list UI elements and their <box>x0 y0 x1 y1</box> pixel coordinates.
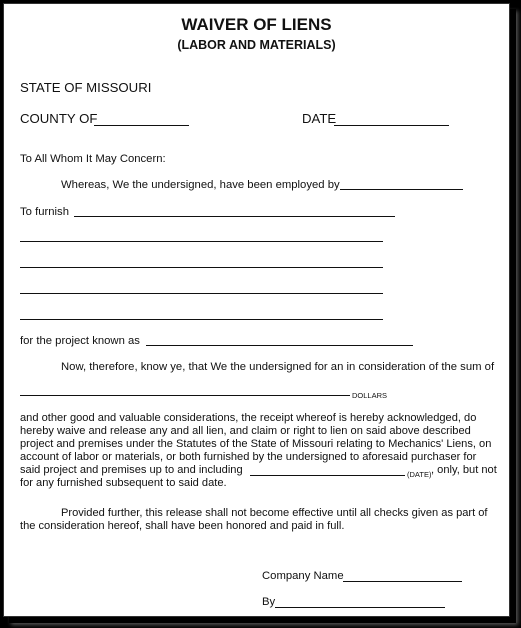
date-hint: (DATE) <box>407 470 432 479</box>
body-line-1: and other good and valuable considerations, the receipt whereof is hereby acknowledged, do <box>20 412 477 424</box>
to-furnish-label: To furnish <box>20 206 69 218</box>
state-line: STATE OF MISSOURI <box>20 80 152 95</box>
body-line-5: said project and premises up to and including <box>20 464 243 476</box>
furnish-line-3[interactable] <box>20 267 383 268</box>
dollars-blank[interactable] <box>20 395 350 396</box>
company-name-blank[interactable] <box>343 581 462 582</box>
document-title: WAIVER OF LIENS <box>181 15 332 34</box>
only-text: , only, but not <box>431 464 497 476</box>
company-name-label: Company Name <box>262 570 344 582</box>
date-label: DATE <box>302 111 337 126</box>
salutation: To All Whom It May Concern: <box>20 153 166 165</box>
furnish-line-4[interactable] <box>20 293 383 294</box>
county-blank[interactable] <box>94 125 189 126</box>
project-label: for the project known as <box>20 335 140 347</box>
including-date-blank[interactable] <box>250 475 405 476</box>
county-label: COUNTY OF <box>20 111 98 126</box>
furnish-blank[interactable] <box>74 216 395 217</box>
employer-blank[interactable] <box>340 189 463 190</box>
date-blank[interactable] <box>334 125 449 126</box>
provided-line-2: the consideration hereof, shall have been honored and paid in full. <box>20 520 345 532</box>
dollars-label: DOLLARS <box>352 391 388 400</box>
body-line-3: project and premises under the Statutes of the State of Missouri relating to Mechanics' Liens, on <box>20 438 492 450</box>
furnish-line-5[interactable] <box>20 319 383 320</box>
consideration-text: Now, therefore, know ye, that We the undersigned for an in consideration of the sum of <box>61 361 495 373</box>
furnish-line-2[interactable] <box>20 241 383 242</box>
whereas-text: Whereas, We the undersigned, have been employed by <box>61 179 340 191</box>
body-line-6: for any furnished subsequent to said date. <box>20 477 227 489</box>
waiver-document <box>3 3 510 617</box>
body-line-2: hereby waive and release any and all lien, and claim or right to lien on said above described <box>20 425 471 437</box>
provided-line-1: Provided further, this release shall not become effective until all checks given as part of <box>61 507 488 519</box>
document-subtitle: (LABOR AND MATERIALS) <box>177 38 336 52</box>
by-label: By <box>262 596 276 608</box>
body-line-4: account of labor or materials, or both furnished by the undersigned to aforesaid purchaser for <box>20 451 477 463</box>
signature-blank[interactable] <box>275 607 445 608</box>
project-blank[interactable] <box>146 345 413 346</box>
